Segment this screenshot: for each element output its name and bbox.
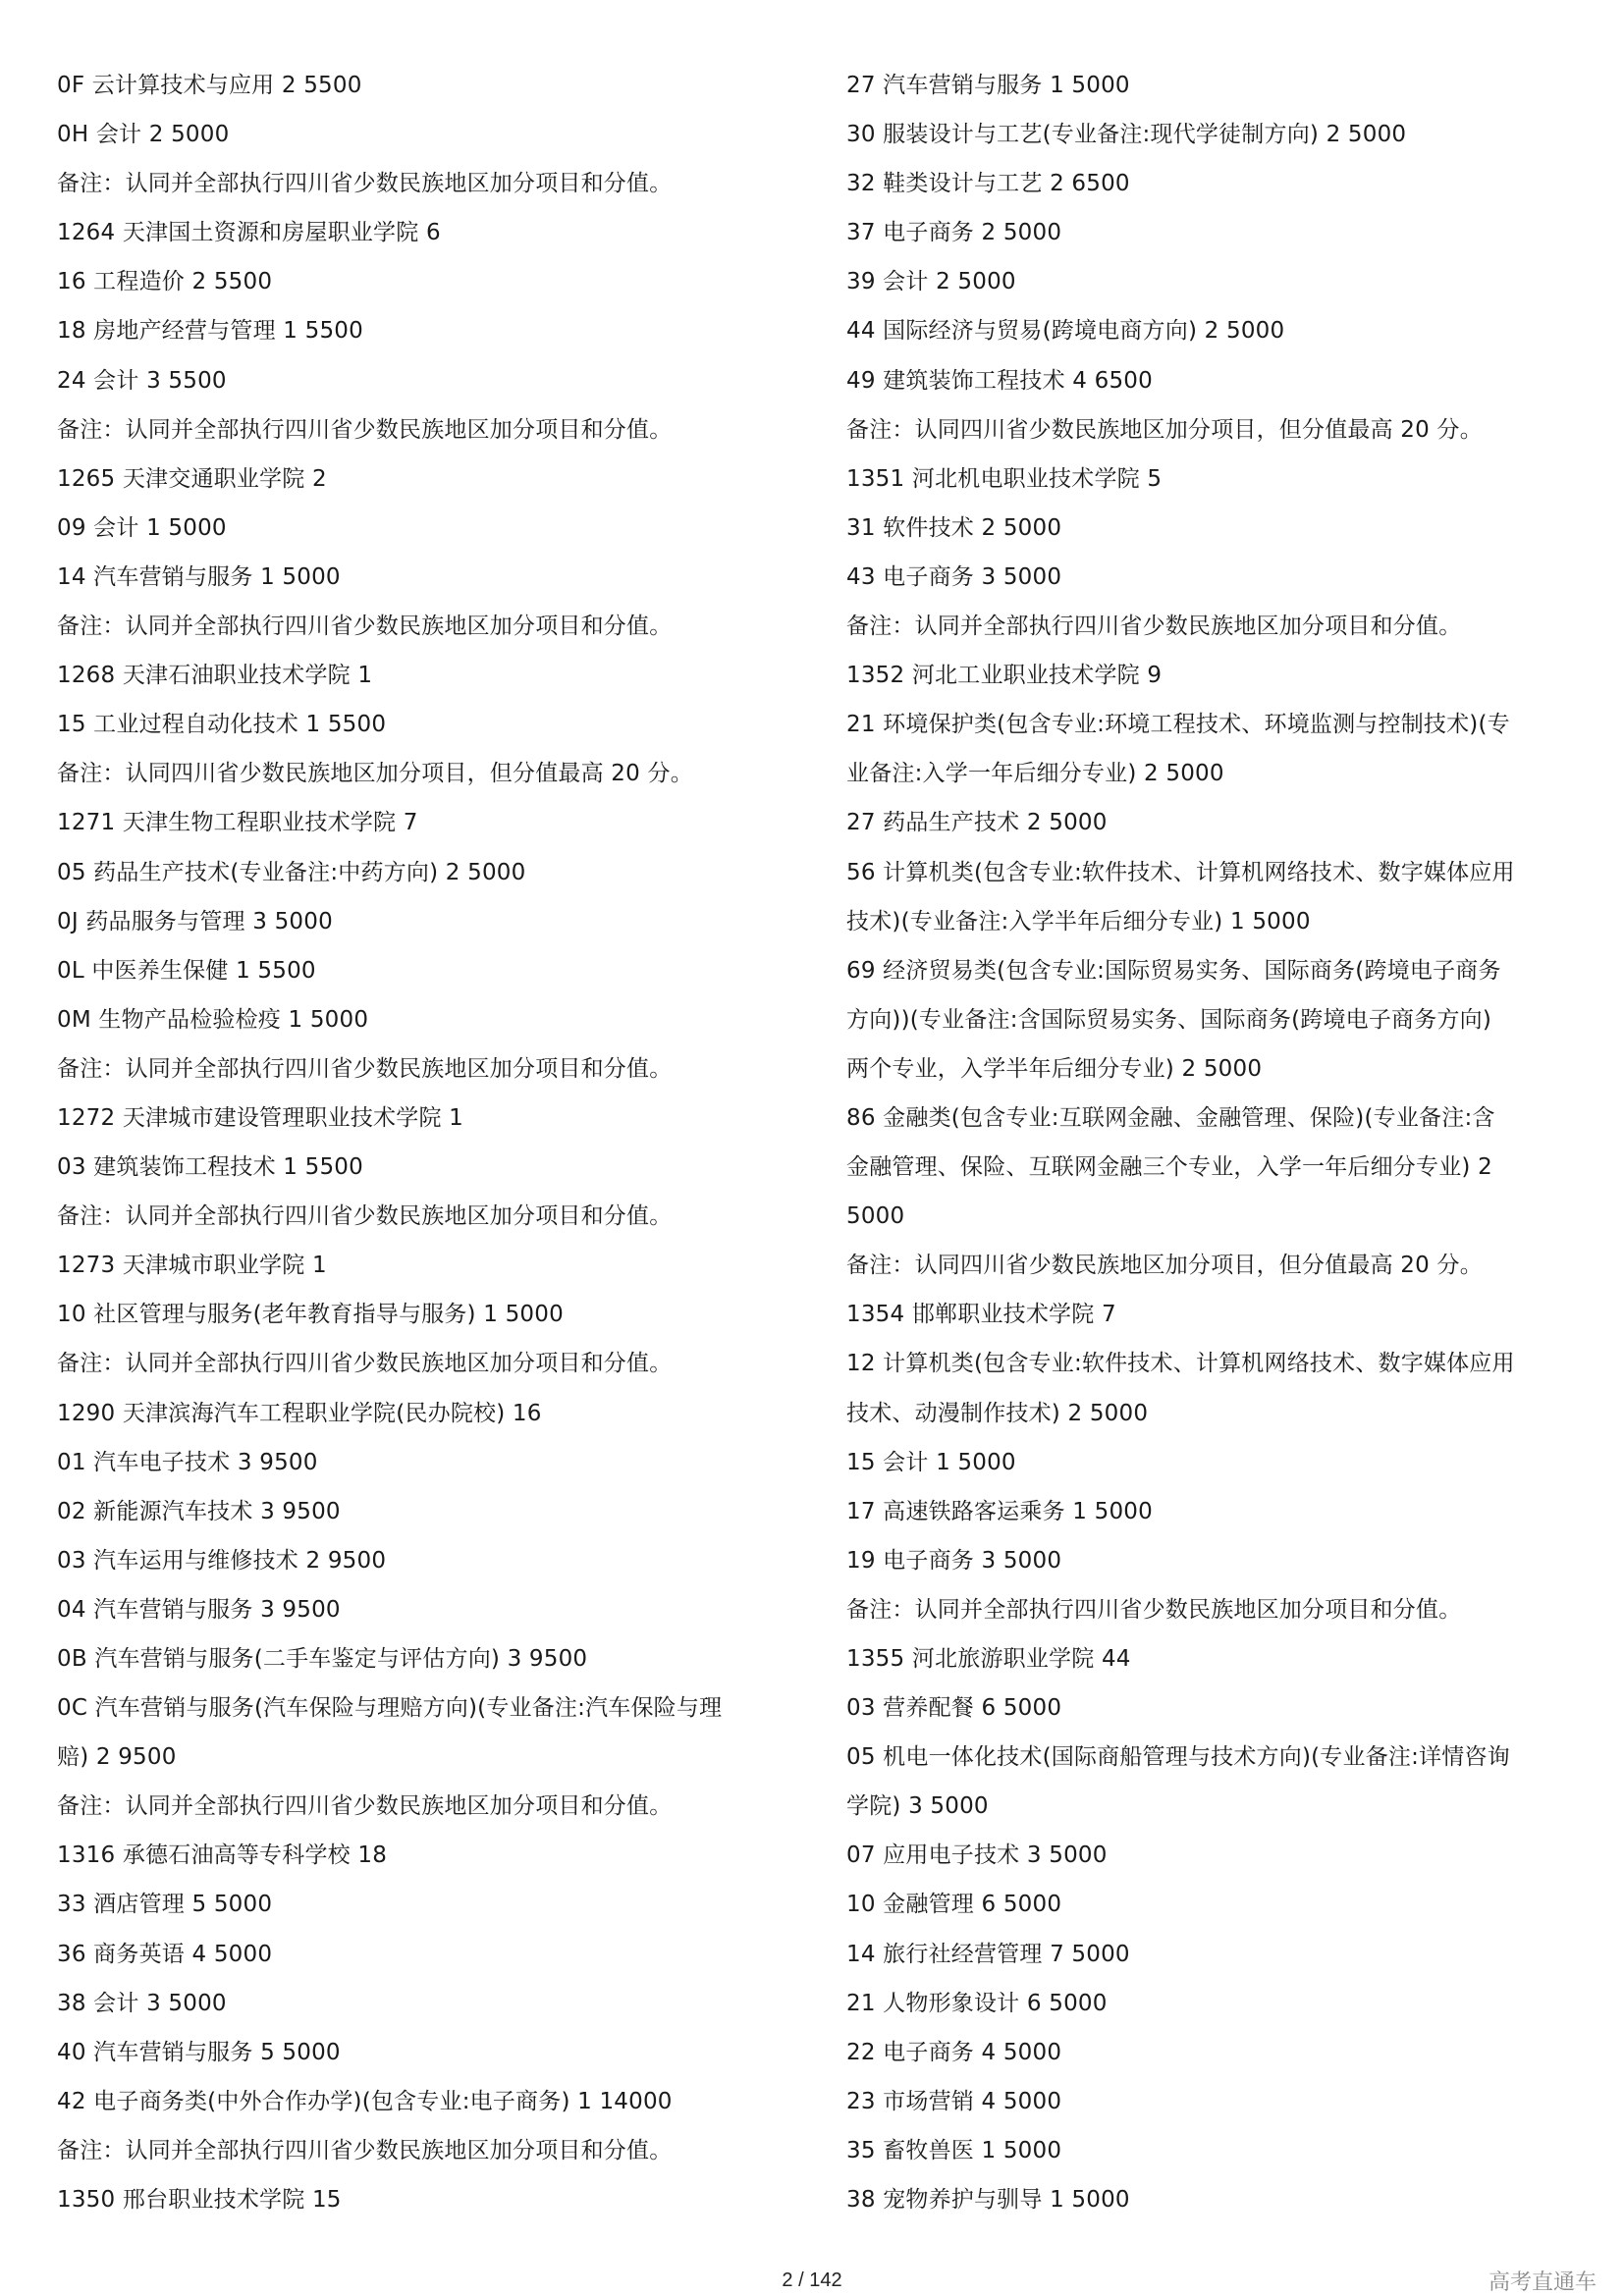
text-line: 09 会计 1 5000	[57, 514, 227, 541]
text-line: 1272 天津城市建设管理职业技术学院 1	[57, 1104, 463, 1131]
text-line: 1264 天津国土资源和房屋职业学院 6	[57, 220, 441, 246]
text-line: 1271 天津生物工程职业技术学院 7	[57, 810, 418, 836]
text-line: 36 商务英语 4 5000	[57, 1941, 273, 1967]
text-line: 金融管理、保险、互联网金融三个专业，入学一年后细分专业) 2	[846, 1154, 1492, 1181]
text-line: 05 药品生产技术(专业备注:中药方向) 2 5000	[57, 859, 526, 885]
text-line: 17 高速铁路客运乘务 1 5000	[846, 1498, 1153, 1524]
text-line: 备注：认同并全部执行四川省少数民族地区加分项目和分值。	[846, 1596, 1462, 1623]
text-line: 技术)(专业备注:入学半年后细分专业) 1 5000	[846, 908, 1311, 934]
text-line: 35 畜牧兽医 1 5000	[846, 2137, 1062, 2163]
text-line: 1355 河北旅游职业学院 44	[846, 1646, 1131, 1672]
text-line: 07 应用电子技术 3 5000	[846, 1842, 1108, 1869]
text-line: 10 金融管理 6 5000	[846, 1892, 1062, 1918]
text-line: 27 汽车营销与服务 1 5000	[846, 73, 1130, 98]
text-line: 01 汽车电子技术 3 9500	[57, 1449, 318, 1475]
text-line: 03 汽车运用与维修技术 2 9500	[57, 1547, 387, 1574]
text-line: 03 营养配餐 6 5000	[846, 1695, 1062, 1722]
text-line: 5000	[846, 1203, 905, 1230]
text-line: 22 电子商务 4 5000	[846, 2039, 1062, 2065]
text-line: 14 汽车营销与服务 1 5000	[57, 563, 341, 590]
text-line: 1354 邯郸职业技术学院 7	[846, 1302, 1116, 1328]
text-line: 38 会计 3 5000	[57, 1990, 227, 2016]
text-line: 两个专业，入学半年后细分专业) 2 5000	[846, 1055, 1263, 1082]
text-line: 27 药品生产技术 2 5000	[846, 810, 1108, 836]
text-line: 备注：认同并全部执行四川省少数民族地区加分项目和分值。	[57, 1351, 673, 1377]
text-line: 1316 承德石油高等专科学校 18	[57, 1842, 388, 1869]
text-line: 业备注:入学一年后细分专业) 2 5000	[846, 761, 1224, 787]
text-line: 0J 药品服务与管理 3 5000	[57, 908, 333, 934]
text-line: 24 会计 3 5500	[57, 367, 227, 394]
text-line: 技术、动漫制作技术) 2 5000	[846, 1400, 1149, 1426]
text-line: 18 房地产经营与管理 1 5500	[57, 318, 363, 345]
text-line: 02 新能源汽车技术 3 9500	[57, 1498, 341, 1524]
text-line: 40 汽车营销与服务 5 5000	[57, 2039, 341, 2065]
text-line: 1351 河北机电职业技术学院 5	[846, 465, 1163, 492]
text-line: 备注：认同四川省少数民族地区加分项目，但分值最高 20 分。	[846, 1253, 1483, 1279]
text-line: 备注：认同四川省少数民族地区加分项目，但分值最高 20 分。	[846, 416, 1483, 443]
text-line: 03 建筑装饰工程技术 1 5500	[57, 1154, 363, 1181]
text-line: 1350 邢台职业技术学院 15	[57, 2187, 342, 2214]
text-line: 16 工程造价 2 5500	[57, 269, 273, 295]
text-line: 56 计算机类(包含专业:软件技术、计算机网络技术、数字媒体应用	[846, 859, 1515, 885]
text-line: 37 电子商务 2 5000	[846, 220, 1062, 246]
text-line: 0M 生物产品检验检疫 1 5000	[57, 1006, 369, 1033]
text-line: 33 酒店管理 5 5000	[57, 1892, 273, 1918]
watermark: 高考直通车	[1489, 2270, 1597, 2295]
text-line: 1273 天津城市职业学院 1	[57, 1253, 327, 1279]
text-line: 备注：认同四川省少数民族地区加分项目，但分值最高 20 分。	[57, 761, 693, 787]
text-line: 备注：认同并全部执行四川省少数民族地区加分项目和分值。	[57, 1055, 673, 1082]
page-number: 2 / 142	[782, 2269, 842, 2291]
text-line: 15 工业过程自动化技术 1 5500	[57, 712, 387, 738]
text-line: 14 旅行社经营管理 7 5000	[846, 1941, 1130, 1967]
text-line: 1352 河北工业职业技术学院 9	[846, 663, 1163, 689]
text-line: 04 汽车营销与服务 3 9500	[57, 1596, 341, 1623]
text-line: 0C 汽车营销与服务(汽车保险与理赔方向)(专业备注:汽车保险与理	[57, 1695, 723, 1722]
text-line: 19 电子商务 3 5000	[846, 1547, 1062, 1574]
text-line: 备注：认同并全部执行四川省少数民族地区加分项目和分值。	[57, 1203, 673, 1230]
text-line: 0L 中医养生保健 1 5500	[57, 957, 316, 984]
text-line: 86 金融类(包含专业:互联网金融、金融管理、保险)(专业备注:含	[846, 1104, 1495, 1131]
right-column	[846, 61, 1583, 2224]
text-line: 学院) 3 5000	[846, 1793, 989, 1820]
text-line: 0B 汽车营销与服务(二手车鉴定与评估方向) 3 9500	[57, 1646, 588, 1672]
text-line: 备注：认同并全部执行四川省少数民族地区加分项目和分值。	[57, 171, 673, 197]
text-line: 10 社区管理与服务(老年教育指导与服务) 1 5000	[57, 1302, 564, 1328]
text-line: 方向))(专业备注:含国际贸易实务、国际商务(跨境电子商务方向)	[846, 1006, 1492, 1033]
text-line: 31 软件技术 2 5000	[846, 514, 1062, 541]
text-line: 备注：认同并全部执行四川省少数民族地区加分项目和分值。	[57, 416, 673, 443]
text-line: 30 服装设计与工艺(专业备注:现代学徒制方向) 2 5000	[846, 122, 1407, 148]
text-line: 42 电子商务类(中外合作办学)(包含专业:电子商务) 1 14000	[57, 2088, 673, 2114]
text-line: 44 国际经济与贸易(跨境电商方向) 2 5000	[846, 318, 1285, 345]
left-column	[57, 61, 803, 2224]
text-line: 21 环境保护类(包含专业:环境工程技术、环境监测与控制技术)(专	[846, 712, 1510, 738]
text-line: 备注：认同并全部执行四川省少数民族地区加分项目和分值。	[57, 614, 673, 640]
text-line: 0F 云计算技术与应用 2 5500	[57, 73, 362, 98]
text-line: 备注：认同并全部执行四川省少数民族地区加分项目和分值。	[846, 614, 1462, 640]
text-line: 1290 天津滨海汽车工程职业学院(民办院校) 16	[57, 1400, 542, 1426]
text-line: 赔) 2 9500	[57, 1744, 177, 1771]
text-line: 43 电子商务 3 5000	[846, 563, 1062, 590]
text-line: 69 经济贸易类(包含专业:国际贸易实务、国际商务(跨境电子商务	[846, 957, 1501, 984]
text-line: 38 宠物养护与驯导 1 5000	[846, 2187, 1130, 2214]
text-line: 05 机电一体化技术(国际商船管理与技术方向)(专业备注:详情咨询	[846, 1744, 1510, 1771]
text-line: 1268 天津石油职业技术学院 1	[57, 663, 373, 689]
text-line: 1265 天津交通职业学院 2	[57, 465, 327, 492]
text-line: 39 会计 2 5000	[846, 269, 1016, 295]
text-line: 15 会计 1 5000	[846, 1449, 1016, 1475]
text-line: 12 计算机类(包含专业:软件技术、计算机网络技术、数字媒体应用	[846, 1351, 1515, 1377]
text-line: 备注：认同并全部执行四川省少数民族地区加分项目和分值。	[57, 2137, 673, 2163]
text-line: 0H 会计 2 5000	[57, 122, 230, 148]
text-line: 49 建筑装饰工程技术 4 6500	[846, 367, 1153, 394]
text-line: 32 鞋类设计与工艺 2 6500	[846, 171, 1130, 197]
text-line: 23 市场营销 4 5000	[846, 2088, 1062, 2114]
text-line: 备注：认同并全部执行四川省少数民族地区加分项目和分值。	[57, 1793, 673, 1820]
text-line: 21 人物形象设计 6 5000	[846, 1990, 1108, 2016]
